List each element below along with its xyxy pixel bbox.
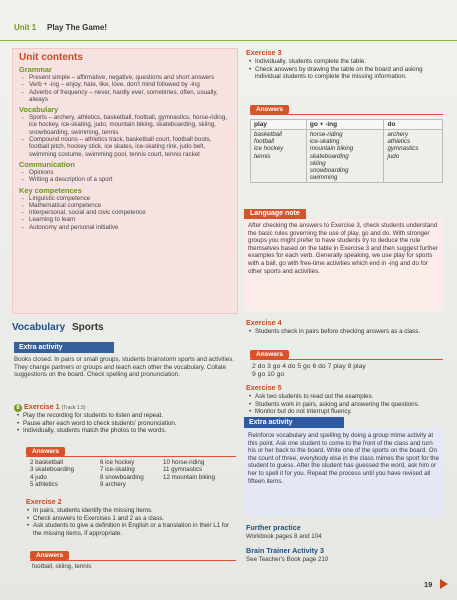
list-item: • Monitor but do not interrupt fluency. (248, 408, 444, 416)
answer-item: 10 horse-riding (163, 459, 205, 466)
extra-activity-box (244, 419, 444, 516)
list-item: • Individually, students complete the table. (248, 58, 444, 66)
competences-list (19, 195, 231, 231)
list-item: → Learning to learn (19, 216, 231, 223)
list-item: → Sports – archery, athletics, basketball, football, gymnastics, horse-riding, ice hockey, ice-skating, judo, mountain biking, skateboarding, skiing, snowboarding, swimming, tennis (19, 114, 231, 136)
further-practice-title: Further practice (246, 523, 301, 532)
language-note-text: After checking the answers to Exercise 3, check students understand the basic rules governing the use of play, go and do. With stronger groups you might prefer to have students try to deduce the rule themselves based on the table in Exercise 3 and then suggest further examples for each verb. Generally speaking, we use play for sports with a ball, go with free-time activities which end in -ing and do for other sports and activities. (248, 222, 438, 275)
list-item: • Check answers by drawing the table on the board and asking individual students to complete the missing information. (248, 66, 444, 81)
section-title (12, 322, 104, 333)
unit-contents-box (12, 48, 238, 314)
answers-col3 (163, 459, 215, 481)
exercise2-answer: football, skiing, tennis (32, 563, 92, 570)
exercise4-bullets (248, 328, 444, 336)
answer-item: 4 judo (30, 473, 47, 481)
list-item: • Pause after each word to check students' pronunciation. (16, 420, 236, 428)
answers-table (250, 119, 443, 183)
section-title-main: Vocabulary (12, 322, 66, 333)
list-item: • Check answers to Exercises 1 and 2 as a class. (26, 515, 236, 523)
list-item: → Writing a description of a sport (19, 176, 231, 183)
answer-item: 6 ice hockey (100, 459, 135, 466)
answers-label: Answers (26, 447, 65, 456)
communication-list (19, 169, 231, 184)
answer-item: 12 mountain biking (163, 473, 215, 481)
list-item: → Present simple – affirmative, negative, questions and short answers (19, 74, 231, 81)
answer-item: 8 snowboarding (100, 473, 144, 481)
list-item: • Individually, students match the photos to the words. (16, 427, 236, 435)
unit-title: Play The Game! (47, 23, 108, 32)
answers-rule (30, 560, 236, 561)
list-item: → Verb + -ing – enjoy, hate, like, love, don't mind followed by -ing (19, 81, 231, 88)
exercise3-title: Exercise 3 (246, 48, 282, 57)
language-note-label: Language note (244, 209, 306, 219)
grammar-heading: Grammar (19, 65, 52, 74)
section-subtitle: Sports (71, 322, 104, 333)
answer-item: 11 gymnastics (163, 466, 203, 474)
answers-col1 (30, 459, 74, 489)
language-note (244, 210, 444, 311)
list-item: → Adverbs of frequency – never, hardly ever, sometimes, often, usually, always (19, 89, 231, 104)
unit-header (0, 19, 457, 41)
answer-item: 3 skateboarding (30, 466, 75, 474)
table-cell: horse-riding ice-skating mountain biking skateboarding skiing snowboarding swimming (306, 130, 384, 183)
exercise5-title: Exercise 5 (246, 383, 282, 392)
exercise1-bullets (16, 412, 236, 435)
communication-heading: Communication (19, 159, 75, 169)
answers-label: Answers (30, 551, 69, 560)
exercise1-title: Exercise 1 (24, 402, 60, 411)
list-item: • Ask two students to read out the examples. (248, 393, 444, 401)
answer-item: 2 basketball (30, 459, 64, 466)
exercise4-answers: 2 do 3 go 4 do 5 go 6 do 7 play 8 play 9 go 10 go (252, 363, 366, 379)
exercise4-title: Exercise 4 (246, 318, 282, 327)
exercise2-title: Exercise 2 (26, 497, 62, 506)
answer-item: 9 archery (100, 481, 126, 489)
exercise5-bullets (248, 393, 444, 416)
vocabulary-list (19, 114, 231, 158)
list-item: → Interpersonal, social and civic competence (19, 209, 231, 216)
answers-label: Answers (250, 350, 289, 359)
list-item: → Compound nouns – athletics track, basketball court, football boots, football pitch, hockey stick, ice skates, ice-skating rink, judo belt, swimming costume, swimming pool, tennis court, tennis racket (19, 136, 231, 158)
list-item: → Linguistic competence (19, 195, 231, 202)
competences-heading: Key competences (19, 185, 82, 195)
vocabulary-heading: Vocabulary (19, 105, 59, 115)
page-number: 19 (424, 580, 433, 589)
grammar-list (19, 74, 231, 103)
list-item: • Students check in pairs before checking answers as a class. (248, 328, 444, 336)
page-marker-icon (440, 579, 448, 589)
list-item: • Play the recording for students to listen and repeat. (16, 412, 236, 420)
list-item: • In pairs, students identify the missing items. (26, 507, 236, 515)
extra-activity-text: Books closed. In pairs or small groups, students brainstorm sports and activities. They change partners or groups and teach each other the vocabulary. Collate suggestions on the board. Check spelling and pronunciation. (14, 356, 235, 379)
table-cell: basketball football ice hockey tennis (251, 130, 307, 183)
answer-item: 5 athletics (30, 481, 58, 489)
answers-rule (250, 359, 443, 360)
table-header: go + -ing (306, 120, 384, 130)
further-practice-text: Workbook pages 8 and 104 (246, 533, 322, 540)
extra-activity-label: Extra activity (244, 417, 344, 428)
exercise2-bullets (26, 507, 236, 537)
brain-trainer-text: See Teacher's Book page 210 (246, 556, 329, 563)
answers-rule (250, 114, 443, 115)
answers-rule (26, 456, 236, 457)
table-header: play (251, 120, 307, 130)
answers-col2 (100, 459, 144, 489)
brain-trainer-title: Brain Trainer Activity 3 (246, 546, 325, 555)
list-item: • Ask students to give a definition in English or a translation in their L1 for the missing items, if appropriate. (26, 522, 236, 537)
exercise3-bullets (248, 58, 444, 81)
answers-label: Answers (250, 105, 289, 114)
track-label: (Track 1.5) (61, 405, 86, 411)
answer-item: 7 ice-skating (100, 466, 135, 474)
track-icon: 8 (14, 404, 22, 412)
table-header: do (384, 120, 443, 130)
list-item: • Students work in pairs, asking and answering the questions. (248, 401, 444, 409)
contents-title: Unit contents (19, 52, 83, 63)
list-item: → Autonomy and personal initiative (19, 224, 231, 231)
unit-label: Unit 1 (14, 23, 37, 32)
extra-activity-text: Reinforce vocabulary and spelling by doing a group mime activity at this point. Ask one student to come to the front of the class and turn his or her back to the board. Write one of the sports on the board. On the count of three, everybody else in the class mimes the sport for the student to guess. After the student has guessed the word, ask him or her to spell it for you. Repeat the process until you have revised all fifteen items. (248, 432, 439, 485)
list-item: → Opinions (19, 169, 231, 176)
list-item: → Mathematical competence (19, 202, 231, 209)
table-cell: archery athletics gymnastics judo (384, 130, 443, 183)
extra-activity-label: Extra activity (14, 342, 114, 353)
exercise1-heading (14, 402, 86, 412)
